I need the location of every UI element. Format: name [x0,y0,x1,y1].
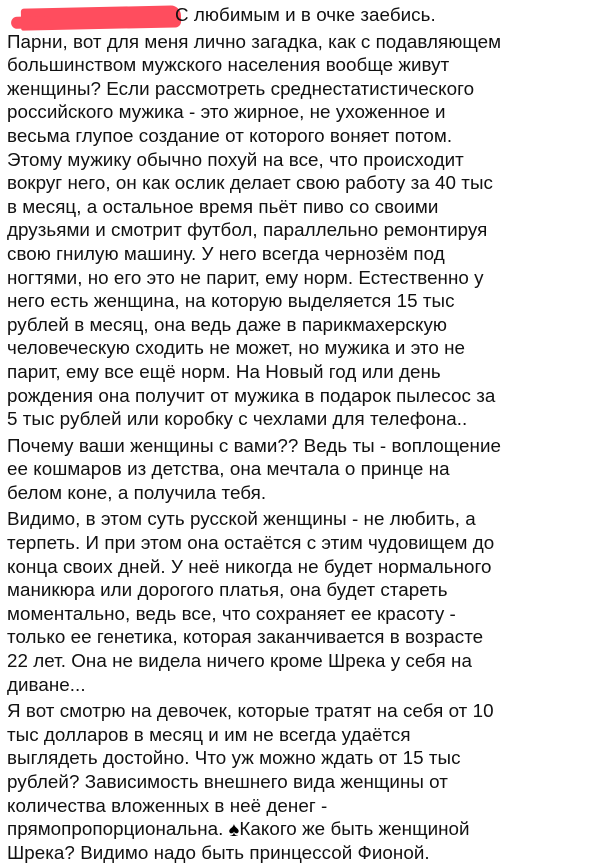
paragraph-4-end: Какого же быть женщиной Шрека? Видимо надо быть принцессой Фионой. [7,818,470,863]
spade-icon: ♠ [228,819,240,842]
paragraph-4 [7,699,597,864]
first-line-text: С любимым и в очке заебись. [175,4,436,25]
paragraph-4-start: Я вот смотрю на девочек, которые тратят на себя от 10 тыс долларов в месяц и им не всегда удаётся выглядеть достойно. Что уж можно ждать от 15 тыс рублей? Зависимость внешнего вида женщины от количества вложенных в неё денег - прямопропорциональна. [7,700,494,840]
paragraph-1: Парни, вот для меня лично загадка, как с подавляющем большинством мужского населения вообще живут женщины? Если рассмотреть среднестатистического российского мужика - это жирное, не ухоженное и весьма глупое создание от которого воняет потом. Этому мужику обычно похуй на все, что происходит вокруг него, он как ослик делает свою работу за 40 тыс в месяц, а остальное время пьёт пиво со своими друзьями и смотрит футбол, параллельно ремонтируя свою гнилую машину. У него всегда чернозём под ногтями, но его это не парит, ему норм. Естественно у него есть женщина, на которую выделяется 15 тыс рублей в месяц, она ведь даже в парикмахерскую человеческую сходить не может, но мужика и это не парит, ему все ещё норм. На Новый год или день рождения она получит от мужика в подарок пылесос за 5 тыс рублей или коробку с чехлами для телефона.. [7,30,502,430]
post-text [7,3,597,867]
paragraph-3: Видимо, в этом суть русской женщины - не любить, а терпеть. И при этом она остаётся с этим чудовищем до конца своих дней. У неё никогда не будет нормального маникюра или дорогого платья, она будет стареть моментально, ведь все, что сохраняет ее красоту - только ее генетика, которая заканчивается в возрасте 22 лет. Она не видела ничего кроме Шрека у себя на диване... [7,508,495,695]
redaction-mark [21,5,181,30]
paragraph-2: Почему ваши женщины с вами?? Ведь ты - воплощение ее кошмаров из детства, она мечтала о принце на белом коне, а получила тебя. [7,434,501,503]
first-line [7,3,597,27]
